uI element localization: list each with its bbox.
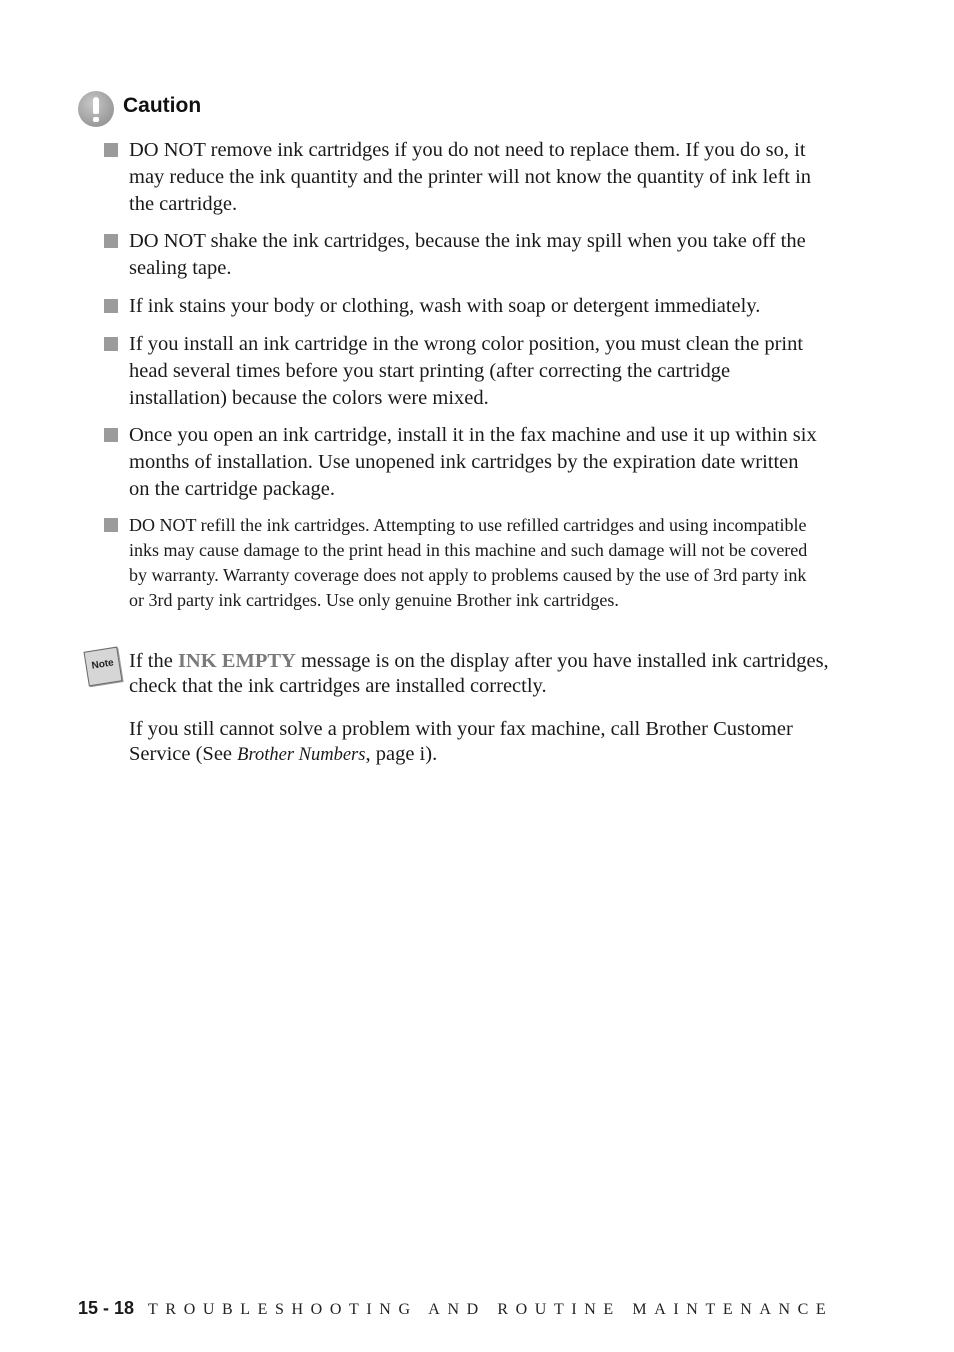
- caution-item: [104, 137, 824, 218]
- brother-numbers-reference: Brother Numbers: [237, 745, 366, 765]
- bullet-square-icon: [104, 337, 118, 351]
- bullet-square-icon: [104, 518, 118, 532]
- chapter-title: TROUBLESHOOTING AND ROUTINE MAINTENANCE: [148, 1301, 834, 1318]
- caution-item-text: DO NOT remove ink cartridges if you do not need to replace them. If you do so, it may reduce the ink quantity and the printer will not know the quantity of ink left in the cartridge.: [129, 139, 812, 215]
- caution-item-text: If you install an ink cartridge in the wrong color position, you must clean the print head several times before you start printing (after correcting the cartridge installation) because the colors were mixed.: [129, 333, 804, 409]
- note-paragraph: [129, 649, 829, 699]
- exclamation-icon: [78, 91, 114, 127]
- note-paragraph: [129, 717, 829, 768]
- caution-item: [104, 331, 824, 412]
- note-block: [129, 649, 829, 768]
- caution-item-text: Once you open an ink cartridge, install it in the fax machine and use it up within six months of installation. Use unopened ink cartridges by the expiration date written on the cartridge package.: [129, 424, 817, 500]
- note-icon: [83, 647, 122, 687]
- caution-item: [104, 293, 824, 320]
- note-text: message is on the display after you have installed ink cartridges, check that the ink cartridges are installed correctly.: [129, 650, 829, 697]
- bullet-square-icon: [104, 143, 118, 157]
- note-text: If you still cannot solve a problem with your fax machine, call Brother Customer Service (See: [129, 718, 793, 765]
- bullet-square-icon: [104, 428, 118, 442]
- caution-item-text: DO NOT refill the ink cartridges. Attempting to use refilled cartridges and using incompatible inks may cause damage to the print head in this machine and such damage will not be covered by warranty. Warranty coverage does not apply to problems caused by the use of 3rd party ink or 3rd party ink cartridges. Use only genuine Brother ink cartridges.: [129, 515, 808, 610]
- ink-empty-message: INK EMPTY: [177, 650, 296, 672]
- caution-item: [104, 228, 824, 282]
- note-text: If the: [129, 650, 178, 672]
- caution-item: [104, 513, 824, 613]
- bullet-square-icon: [104, 234, 118, 248]
- note-icon-label: Note: [90, 657, 115, 672]
- caution-item: [104, 422, 824, 503]
- note-text: , page i).: [365, 743, 438, 765]
- page-footer: [78, 1298, 833, 1319]
- caution-title: Caution: [123, 94, 202, 117]
- caution-item-text: DO NOT shake the ink cartridges, because the ink may spill when you take off the sealing tape.: [129, 230, 806, 279]
- bullet-square-icon: [104, 299, 118, 313]
- page-number: 15 - 18: [78, 1298, 135, 1318]
- caution-item-text: If ink stains your body or clothing, wash with soap or detergent immediately.: [129, 295, 761, 317]
